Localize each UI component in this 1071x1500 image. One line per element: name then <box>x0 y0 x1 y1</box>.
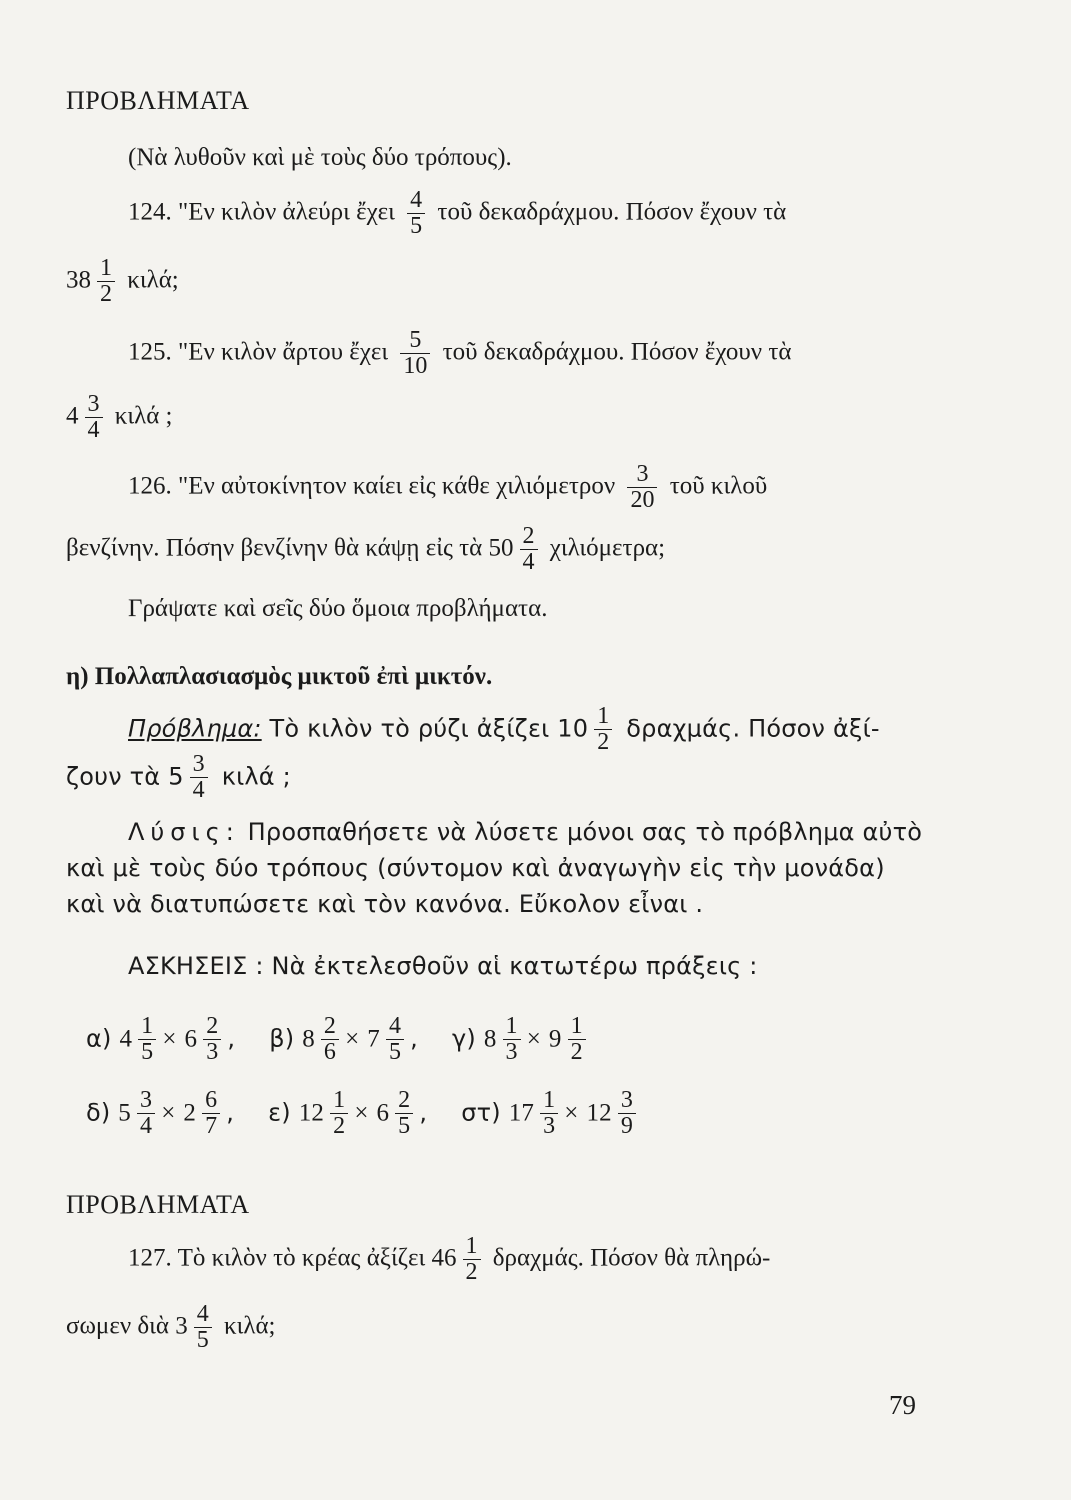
fraction: $\frac{1}{2}$ <box>463 1234 481 1285</box>
fraction: $\frac{1}{5}$ <box>138 1014 156 1065</box>
fraction: $\frac{6}{7}$ <box>202 1088 220 1139</box>
problem-statement-line1: Πρόβλημα: Τὸ κιλὸν τὸ ρύζι ἀξίζει 10 $\frac{1}{2}$ δραχμάς. Πόσον ἀξί- <box>128 703 880 756</box>
fraction: $\frac{1}{2}$ <box>330 1088 348 1139</box>
fraction: $\frac{1}{2}$ <box>97 256 115 307</box>
mixed-number-whole: 12 <box>586 1099 612 1127</box>
exercise-label: γ) <box>452 1024 476 1053</box>
solve-both-ways-note: (Νὰ λυθοῦν καὶ μὲ τοὺς δύο τρόπους). <box>128 144 512 171</box>
mixed-number-whole: 2 <box>183 1099 197 1127</box>
mixed-number-whole: 8 <box>302 1025 315 1053</box>
times-sign: × <box>526 1025 542 1053</box>
problem-127-line2: σωμεν διὰ 3 $\frac{4}{5}$ κιλά; <box>66 1301 276 1354</box>
fraction: $\frac{2}{5}$ <box>395 1088 413 1139</box>
exercise-label: ε) <box>268 1098 291 1127</box>
mixed-number-whole: 6 <box>376 1099 390 1127</box>
exercises-heading-line: ΑΣΚΗΣΕΙΣ : Νὰ ἐκτελεσθοῦν αἱ κατωτέρω πράξεις : <box>128 952 758 980</box>
times-sign: × <box>162 1025 177 1053</box>
fraction: $\frac{5}{10}$ <box>400 328 430 379</box>
mixed-number-whole: 5 <box>118 1099 131 1127</box>
fraction: $\frac{4}{5}$ <box>386 1014 404 1065</box>
exercise-item <box>86 1088 234 1139</box>
fraction: $\frac{3}{4}$ <box>190 752 208 803</box>
mixed-number-whole: 46 <box>431 1244 457 1272</box>
fraction: $\frac{4}{5}$ <box>407 188 425 239</box>
mixed-number-whole: 10 <box>557 714 589 743</box>
solution-line1: Λύσις: Προσπαθήσετε νὰ λύσετε μόνοι σας τὸ πρόβλημα αὐτὸ <box>128 818 923 846</box>
mixed-number-whole: 4 <box>119 1025 133 1053</box>
problem-125-line1: 125. "Εν κιλὸν ἄρτου ἔχει $\frac{5}{10}$ τοῦ δεκαδράχμου. Πόσον ἔχουν τὰ <box>128 327 792 380</box>
fraction: $\frac{1}{2}$ <box>594 704 612 755</box>
problem-126-line1: 126. "Εν αὐτοκίνητον καίει εἰς κάθε χιλιόμετρον $\frac{3}{20}$ τοῦ κιλοῦ <box>128 461 768 514</box>
exercise-label: β) <box>269 1024 295 1053</box>
fraction: $\frac{3}{4}$ <box>137 1088 155 1139</box>
times-sign: × <box>345 1025 360 1053</box>
exercise-item <box>452 1014 592 1065</box>
exercise-row-1 <box>86 1014 592 1065</box>
times-sign: × <box>161 1099 176 1127</box>
problem-number: 126. <box>128 472 172 500</box>
exercise-row-2 <box>86 1088 642 1139</box>
fraction: $\frac{3}{4}$ <box>85 392 103 443</box>
page-number: 79 <box>889 1390 916 1420</box>
problem-number: 127. <box>128 1244 172 1272</box>
solution-line3: καὶ νὰ διατυπώσετε καὶ τὸν κανόνα. Εὔκολον εἶναι . <box>66 890 704 918</box>
mixed-number-whole: 7 <box>367 1025 380 1053</box>
mixed-number-whole: 12 <box>298 1099 325 1127</box>
mixed-number-whole: 9 <box>548 1025 562 1053</box>
mixed-number-whole: 8 <box>483 1025 497 1053</box>
mixed-number-whole: 38 <box>66 266 91 294</box>
problem-label: Πρόβλημα: <box>128 714 262 743</box>
problem-126-line2: βενζίνην. Πόσην βενζίνην θὰ κάψῃ εἰς τὰ 50 $\frac{2}{4}$ χιλιόμετρα; <box>66 523 666 576</box>
problem-125-line2: 4 $\frac{3}{4}$ κιλά ; <box>66 391 173 444</box>
problem-124-line2: 38 $\frac{1}{2}$ κιλά; <box>66 255 179 308</box>
exercise-label: α) <box>86 1024 112 1053</box>
separator: , <box>410 1024 418 1053</box>
mixed-number-whole: 3 <box>175 1312 188 1340</box>
fraction: $\frac{2}{3}$ <box>203 1014 221 1065</box>
write-similar-problems: Γράψατε καὶ σεῖς δύο ὅμοια προβλήματα. <box>128 595 548 622</box>
separator: , <box>419 1098 428 1127</box>
separator: , <box>226 1098 235 1127</box>
section-heading-mixed-multiplication: η) Πολλαπλασιασμὸς μικτοῦ ἐπὶ μικτόν. <box>66 663 493 690</box>
fraction: $\frac{1}{3}$ <box>503 1014 521 1065</box>
separator: , <box>227 1024 236 1053</box>
exercises-heading: ΑΣΚΗΣΕΙΣ : <box>128 952 264 980</box>
exercise-label: δ) <box>86 1098 111 1127</box>
fraction: $\frac{4}{5}$ <box>194 1302 212 1353</box>
fraction: $\frac{1}{3}$ <box>540 1088 558 1139</box>
mixed-number-whole: 50 <box>488 534 514 562</box>
times-sign: × <box>564 1099 579 1127</box>
section-heading-problems-2: ΠΡΟΒΛΗΜΑΤΑ <box>66 1190 250 1219</box>
problem-number: 125. <box>128 338 172 366</box>
fraction: $\frac{2}{6}$ <box>321 1014 339 1065</box>
exercise-item <box>86 1014 235 1065</box>
mixed-number-whole: 17 <box>508 1099 535 1127</box>
exercise-item <box>269 1014 418 1065</box>
exercise-item <box>461 1088 642 1139</box>
exercise-item <box>268 1088 427 1139</box>
problem-124-line1: 124. "Εν κιλὸν ἀλεύρι ἔχει $\frac{4}{5}$ τοῦ δεκαδράχμου. Πόσον ἔχουν τὰ <box>128 187 787 240</box>
mixed-number-whole: 4 <box>66 402 79 430</box>
fraction: $\frac{1}{2}$ <box>568 1014 586 1065</box>
section-heading-problems: ΠΡΟΒΛΗΜΑΤΑ <box>66 86 250 115</box>
exercise-label: στ) <box>461 1098 501 1127</box>
problem-statement-line2: ζουν τὰ 5 $\frac{3}{4}$ κιλά ; <box>66 751 291 804</box>
problem-number: 124. <box>128 198 172 226</box>
fraction: $\frac{3}{9}$ <box>618 1088 636 1139</box>
fraction: $\frac{2}{4}$ <box>520 524 538 575</box>
fraction: $\frac{3}{20}$ <box>627 462 657 513</box>
mixed-number-whole: 5 <box>168 762 184 791</box>
solution-line2: καὶ μὲ τοὺς δύο τρόπους (σύντομον καὶ ἀναγωγὴν εἰς τὴν μονάδα) <box>66 854 885 882</box>
mixed-number-whole: 6 <box>184 1025 198 1053</box>
times-sign: × <box>354 1099 369 1127</box>
problem-127-line1: 127. Τὸ κιλὸν τὸ κρέας ἀξίζει 46 $\frac{1}{2}$ δραχμάς. Πόσον θὰ πληρώ- <box>128 1233 771 1286</box>
solution-label: Λύσις: <box>128 818 240 846</box>
